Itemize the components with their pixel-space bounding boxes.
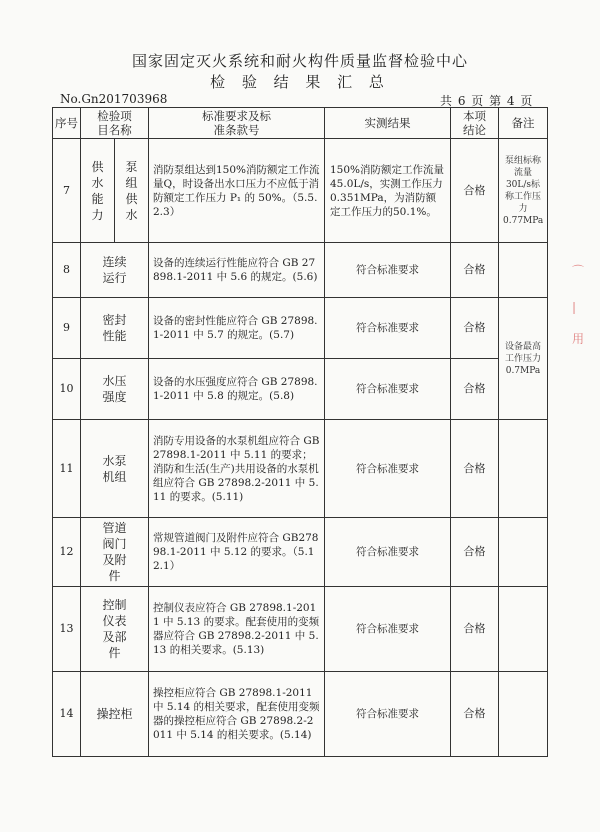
row-result: 符合标准要求 — [325, 243, 451, 298]
row-item — [81, 243, 149, 298]
row-standard: 设备的密封性能应符合 GB 27898.1-2011 中 5.7 的规定。(5.7) — [149, 298, 325, 359]
row-standard: 设备的连续运行性能应符合 GB 27898.1-2011 中 5.6 的规定。(5.6) — [149, 243, 325, 298]
row-remark — [499, 672, 548, 757]
row-item-main: 供水能力 — [91, 159, 104, 222]
row-standard: 常规管道阀门及附件应符合 GB27898.1-2011 中 5.12 的要求。（5.12.1） — [149, 518, 325, 587]
row-standard: 设备的水压强度应符合 GB 27898.1-2011 中 5.8 的规定。(5.8) — [149, 359, 325, 420]
table-row — [53, 243, 548, 298]
row-remark — [499, 420, 548, 518]
row-result: 符合标准要求 — [325, 587, 451, 672]
row-seq: 13 — [53, 587, 81, 672]
col-result: 实测结果 — [325, 108, 451, 139]
page-info: 共 6 页 第 4 页 — [440, 94, 534, 108]
row-result: 150%消防额定工作流量45.0L/s，实测工作压力0.351MPa，为消防额定工作压力的50.1%。 — [325, 139, 451, 243]
col-standard: 标准要求及标准条款号 — [149, 108, 325, 139]
row-standard: 控制仪表应符合 GB 27898.1-2011 中 5.13 的要求。配套使用的变频器应符合 GB 27898.2-2011 中 5.13 的相关要求。(5.13) — [149, 587, 325, 672]
row-result: 符合标准要求 — [325, 359, 451, 420]
org-title: 国家固定灭火系统和耐火构件质量监督检验中心 — [131, 52, 468, 70]
row-item — [81, 359, 149, 420]
row-item-text: 密封性能 — [102, 313, 127, 343]
row-item-text: 水压强度 — [102, 374, 127, 404]
row-item-text: 管道阀门及附件 — [102, 521, 127, 583]
row-standard: 操控柜应符合 GB 27898.1-2011 中 5.14 的相关要求，配套使用变频器的操控柜应符合 GB 27898.2-2011 中 5.14 的相关要求。(5.14) — [149, 672, 325, 757]
merged-remark-text: 设备最高工作压力0.7MPa — [504, 341, 541, 376]
row-conclusion: 合格 — [451, 139, 499, 243]
col-seq: 序号 — [53, 108, 81, 139]
col-item: 检验项目名称 — [81, 108, 149, 139]
row-remark — [499, 139, 548, 243]
row-item — [81, 518, 149, 587]
row-seq: 7 — [53, 139, 81, 243]
row-remark — [499, 243, 548, 298]
row-remark — [499, 518, 548, 587]
row-standard: 消防泵组达到150%消防额定工作流量Q，时设备出水口压力不应低于消防额定工作压力 P₁ 的 50%。（5.5.2.3） — [149, 139, 325, 243]
results-table — [52, 107, 548, 757]
table-row — [53, 359, 548, 420]
row-conclusion: 合格 — [451, 359, 499, 420]
row-item-text: 水泵机组 — [102, 453, 127, 484]
row-conclusion: 合格 — [451, 672, 499, 757]
row-seq: 12 — [53, 518, 81, 587]
row-item-sub: 泵组供水 — [125, 159, 138, 222]
row-seq: 8 — [53, 243, 81, 298]
row-conclusion: 合格 — [451, 243, 499, 298]
row-conclusion: 合格 — [451, 518, 499, 587]
table-row — [53, 420, 548, 518]
stamp-mark: 用 — [572, 332, 585, 346]
table-row — [53, 672, 548, 757]
row-item-text: 控制仪表及部件 — [102, 598, 127, 660]
row-item — [81, 139, 149, 243]
row-result: 符合标准要求 — [325, 518, 451, 587]
row-result: 符合标准要求 — [325, 420, 451, 518]
row-remark-text: 泵组标称流量30L/s标称工作压力0.77MPa — [503, 155, 544, 226]
row-remark — [499, 587, 548, 672]
header-row — [53, 108, 548, 139]
row-item — [81, 420, 149, 518]
row-seq: 11 — [53, 420, 81, 518]
row-result: 符合标准要求 — [325, 298, 451, 359]
stamp-mark: | — [572, 300, 577, 314]
row-seq: 9 — [53, 298, 81, 359]
row-item — [81, 587, 149, 672]
table-row — [53, 139, 548, 243]
report-number: No.Gn201703968 — [60, 92, 168, 106]
row-conclusion: 合格 — [451, 298, 499, 359]
row-conclusion: 合格 — [451, 420, 499, 518]
table-row — [53, 587, 548, 672]
stamp-mark: ⌒ — [572, 264, 585, 278]
merged-remark — [499, 298, 548, 420]
row-item — [81, 298, 149, 359]
table-row — [53, 298, 548, 359]
col-conclusion: 本项结论 — [451, 108, 499, 139]
doc-title: 检 验 结 果 汇 总 — [210, 73, 390, 91]
row-conclusion: 合格 — [451, 587, 499, 672]
row-item: 操控柜 — [81, 672, 149, 757]
table-row — [53, 518, 548, 587]
row-item-text: 连续运行 — [102, 255, 127, 285]
row-seq: 10 — [53, 359, 81, 420]
row-result: 符合标准要求 — [325, 672, 451, 757]
col-remark: 备注 — [499, 108, 548, 139]
row-seq: 14 — [53, 672, 81, 757]
row-standard: 消防专用设备的水泵机组应符合 GB 27898.1-2011 中 5.11 的要求；消防和生活(生产)共用设备的水泵机组应符合 GB 27898.2-2011 中 5.11 的要求。(5.11) — [149, 420, 325, 518]
